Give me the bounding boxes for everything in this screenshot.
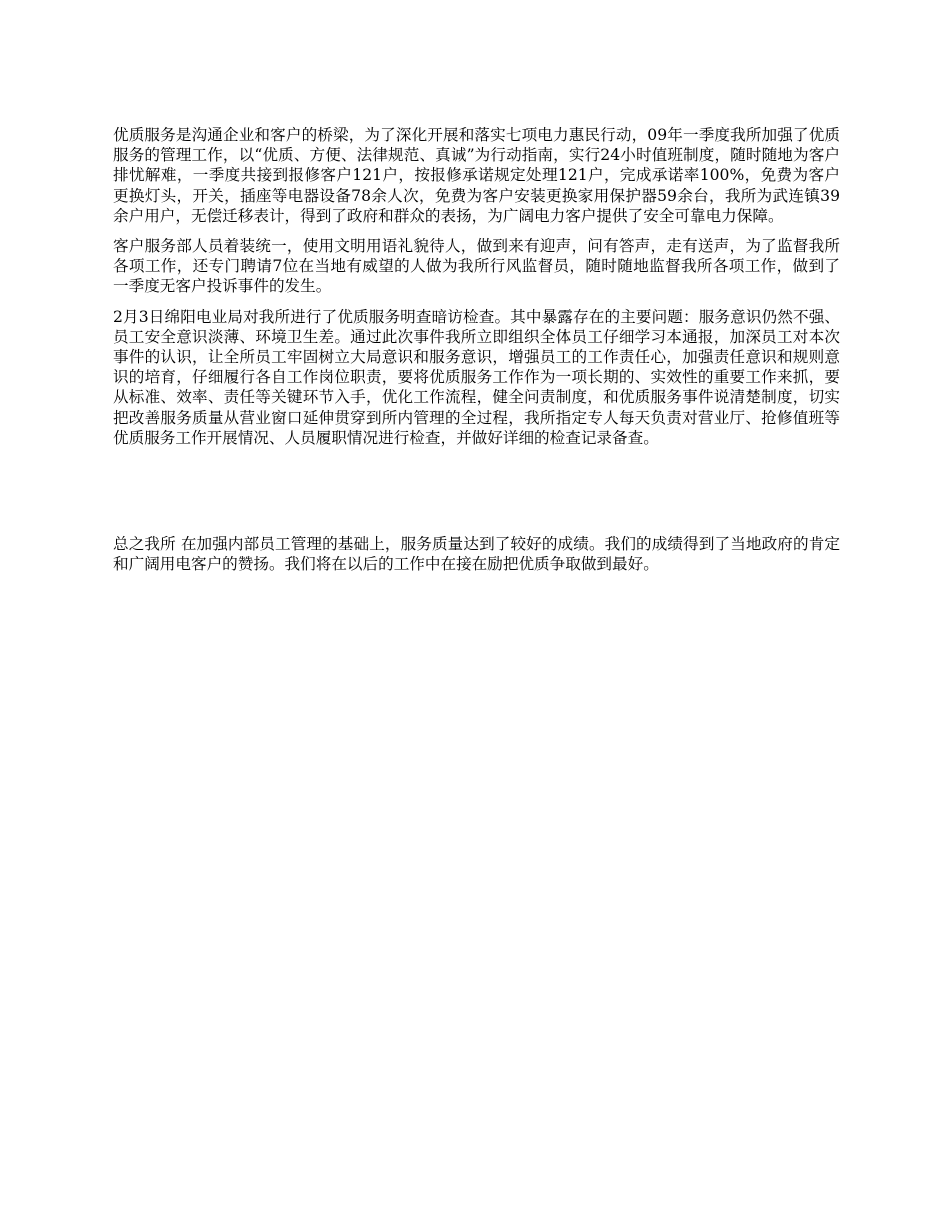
paragraph-staff-conduct: 客户服务部人员着装统一，使用文明用语礼貌待人，做到来有迎声，问有答声，走有送声，为了监督我所各项工作，还专门聘请7位在当地有威望的人做为我所行风监督员，随时随地监督我所各项工作，做到了一季度无客户投诉事件的发生。 <box>113 237 840 296</box>
paragraph-service-summary: 优质服务是沟通企业和客户的桥梁，为了深化开展和落实七项电力惠民行动，09年一季度我所加强了优质服务的管理工作，以“优质、方便、法律规范、真诚”为行动指南，实行24小时值班制度，随时随地为客户排忧解难，一季度共接到报修客户121户，按报修承诺规定处理121户，完成承诺率100%，免费为客户更换灯头，开关，插座等电器设备78余人次，免费为客户安装更换家用保护器59余台，我所为武连镇39余户用户，无偿迁移表计，得到了政府和群众的表扬，为广阔电力客户提供了安全可靠电力保障。 <box>113 126 840 225</box>
paragraph-inspection: 2月3日绵阳电业局对我所进行了优质服务明查暗访检查。其中暴露存在的主要问题：服务意识仍然不强、员工安全意识淡薄、环境卫生差。通过此次事件我所立即组织全体员工仔细学习本通报，加深员工对本次事件的认识，让全所员工牢固树立大局意识和服务意识，增强员工的工作责任心，加强责任意识和规则意识的培育，仔细履行各自工作岗位职责，要将优质服务工作作为一项长期的、实效性的重要工作来抓，要从标准、效率、责任等关键环节入手，优化工作流程，健全问责制度，和优质服务事件说清楚制度，切实把改善服务质量从营业窗口延伸贯穿到所内管理的全过程，我所指定专人每天负责对营业厅、抢修值班等优质服务工作开展情况、人员履职情况进行检查，并做好详细的检查记录备查。 <box>113 307 840 447</box>
document-body <box>113 125 840 584</box>
paragraph-conclusion: 总之我所 在加强内部员工管理的基础上，服务质量达到了较好的成绩。我们的成绩得到了当地政府的肯定和广阔用电客户的赞扬。我们将在以后的工作中在接在励把优质争取做到最好。 <box>113 535 840 574</box>
